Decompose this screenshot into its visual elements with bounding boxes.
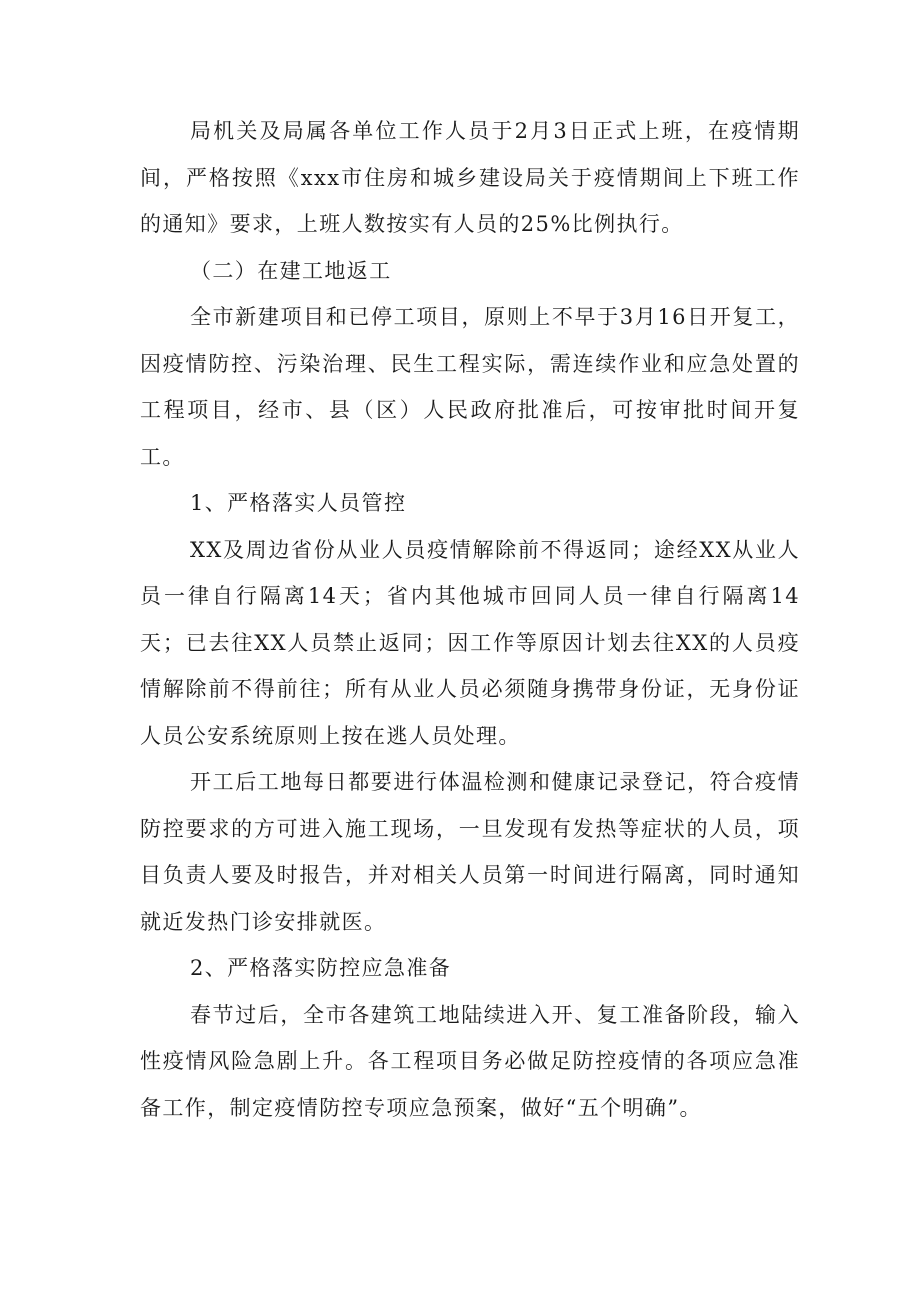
subheading-personnel-control: 1、严格落实人员管控: [190, 491, 407, 515]
subheading-emergency-prep: 2、严格落实防控应急准备: [190, 956, 452, 980]
paragraph-work-schedule: 局机关及局属各单位工作人员于2月3日正式上班，在疫情期间，严格按照《xxx市住房和城乡建设局关于疫情期间上下班工作的通知》要求，上班人数按实有人员的25%比例执行。: [140, 119, 800, 236]
section-heading-site-return: （二）在建工地返工: [190, 258, 392, 283]
paragraph-reopening-date: 全市新建项目和已停工项目，原则上不早于3月16日开复工，因疫情防控、污染治理、民生工程实际，需连续作业和应急处置的工程项目，经市、县（区）人民政府批准后，可按审批时间开复工。: [140, 305, 800, 469]
paragraph-emergency-plan: 春节过后，全市各建筑工地陆续进入开、复工准备阶段，输入性疫情风险急剧上升。各工程项目务必做足防控疫情的各项应急准备工作，制定疫情防控专项应急预案，做好“五个明确”。: [140, 1002, 800, 1120]
paragraph-travel-restrictions: XX及周边省份从业人员疫情解除前不得返同；途经XX从业人员一律自行隔离14天；省内其他城市回同人员一律自行隔离14天；已去往XX人员禁止返同；因工作等原因计划去往XX的人员疫情解除前不得前往；所有从业人员必须随身携带身份证，无身份证人员公安系统原则上按在逃人员处理。: [140, 537, 800, 748]
document-body: [140, 108, 800, 1131]
paragraph-health-checks: 开工后工地每日都要进行体温检测和健康记录登记，符合疫情防控要求的方可进入施工现场，一旦发现有发热等症状的人员，项目负责人要及时报告，并对相关人员第一时间进行隔离，同时通知就近发热门诊安排就医。: [140, 770, 800, 934]
